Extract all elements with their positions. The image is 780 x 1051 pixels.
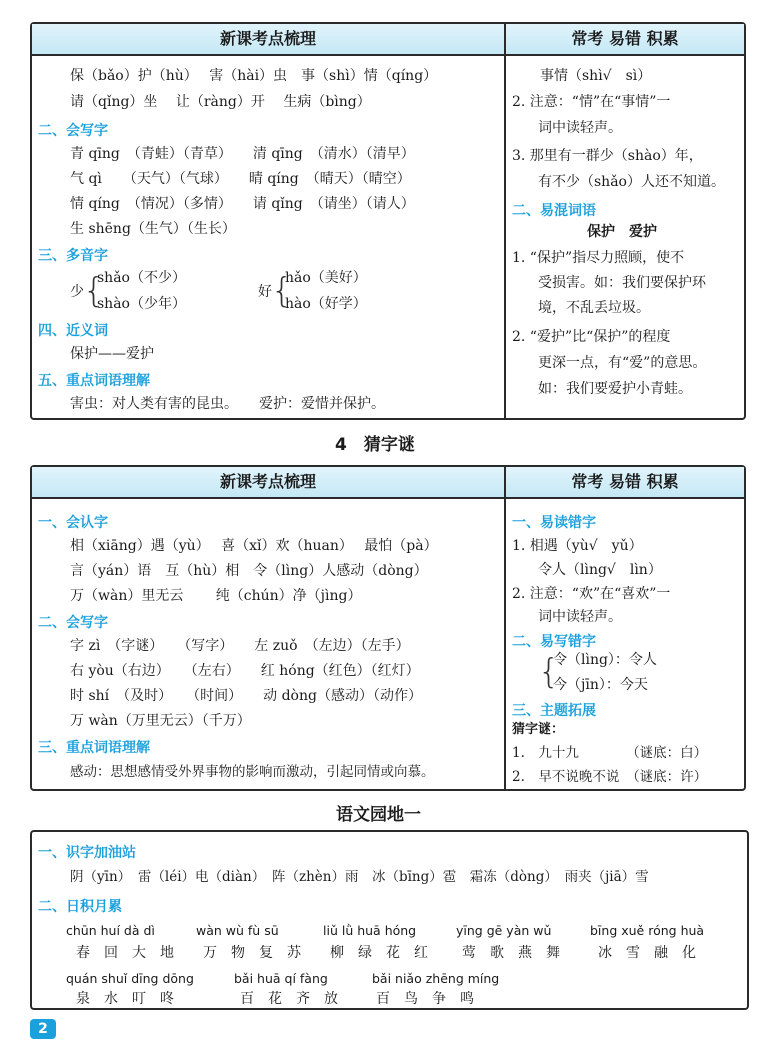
lesson-title: 4 猜字谜 <box>335 435 415 455</box>
s1-r-heading: 二、易混词语 <box>512 203 596 219</box>
s2-heading-1: 一、会认字 <box>38 515 108 531</box>
s1-l3: 青 qīng （青蛙）（青草） 清 qīng （清水）（清早） <box>70 146 415 162</box>
py-1-2: wàn wù fù sū <box>196 923 279 938</box>
s1-l1: 请（qǐng）坐 让（ràng）开 生病（bìng） <box>70 94 371 110</box>
s2-r3: 2. 注意：“欢”在“喜欢”一 <box>512 586 671 602</box>
s1-r2: 词中读轻声。 <box>538 120 622 136</box>
s2-l1: 相（xiāng）遇（yù） 喜（xǐ）欢（huan） 最怕（pà） <box>70 538 438 554</box>
section1-divider <box>504 24 506 418</box>
s1-l9: shào（少年） <box>97 296 186 312</box>
s2-l2: 言（yán）语 互（hù）相 令（lìng）人感动（dòng） <box>70 563 428 579</box>
s2-r-heading-3: 三、主题拓展 <box>512 703 596 719</box>
s1-l5: 情 qíng （情况）（多情） 请 qǐng （请坐）（请人） <box>70 196 415 212</box>
cn-1-1: 春 回 大 地 <box>76 945 174 961</box>
s2-l3: 万（wàn）里无云 纯（chún）净（jìng） <box>70 588 362 604</box>
s1-r12: 如：我们要爱护小青蛙。 <box>538 381 692 397</box>
poly-char-2: 好 <box>258 284 272 300</box>
py-2-1: quán shuǐ dīng dōng <box>66 971 194 986</box>
s2-r-riddle-label: 猜字谜： <box>512 722 565 737</box>
s1-l6: 生 shēng（生气）（生长） <box>70 221 236 237</box>
s1-r1: 2. 注意：“情”在“事情”一 <box>512 94 671 110</box>
s2-r6: 令（lìng）：令人 <box>553 652 657 668</box>
section1-header-left: 新课考点梳理 <box>32 24 504 56</box>
s2-r10: 1. 九十九 （谜底：白） <box>512 745 708 761</box>
s2-l5: 字 zì （字谜） （写字） 左 zuǒ （左边）（左手） <box>70 638 410 654</box>
s1-r10: 2. “爱护”比“保护”的程度 <box>512 329 671 345</box>
s1-r9: 境，不乱丢垃圾。 <box>538 300 650 316</box>
s2-r4: 词中读轻声。 <box>538 609 622 625</box>
s2-r1: 1. 相遇（yù√ yǔ） <box>512 538 643 554</box>
s3-line1: 阴（yīn） 雷（léi）电（diàn） 阵（zhèn）雨 冰（bīng）雹 霜冻（dòng） 雨夹（jiā）雪 <box>70 869 649 885</box>
s1-l13: 保护——爱护 <box>70 346 154 362</box>
s1-heading-4: 四、近义词 <box>38 323 108 339</box>
s1-r-subtitle: 保护 爱护 <box>587 224 657 240</box>
section2-header-left: 新课考点梳理 <box>32 467 504 499</box>
cn-2-3: 百 鸟 争 鸣 <box>376 991 474 1007</box>
py-2-3: bǎi niǎo zhēng míng <box>372 971 500 986</box>
cn-1-3: 柳 绿 花 红 <box>330 945 428 961</box>
py-2-2: bǎi huā qí fàng <box>234 971 328 986</box>
py-1-1: chūn huí dà dì <box>66 923 155 938</box>
section2-divider <box>504 467 506 789</box>
s1-heading-5: 五、重点词语理解 <box>38 373 150 389</box>
poly-char-1: 少 <box>70 284 84 300</box>
s1-l4: 气 qì （天气）（气球） 晴 qíng （晴天）（晴空） <box>70 171 411 187</box>
s1-heading-2: 二、会写字 <box>38 123 108 139</box>
s1-r4: 有不少（shǎo）人还不知道。 <box>538 174 725 190</box>
section2-header-right: 常考 易错 积累 <box>506 467 744 499</box>
s1-r7: 1. “保护”指尽力照顾，使不 <box>512 250 685 266</box>
cn-1-5: 冰 雪 融 化 <box>598 945 696 961</box>
s1-l15: 害虫：对人类有害的昆虫。 爱护：爱惜并保护。 <box>70 396 385 412</box>
s1-l0: 保（bǎo）护（hù） 害（hài）虫 事（shì）情（qíng） <box>70 68 438 84</box>
page-number: 2 <box>30 1019 56 1039</box>
py-1-3: liǔ lǜ huā hóng <box>323 923 417 938</box>
s2-l10: 感动：思想感情受外界事物的影响而激动，引起同情或向慕。 <box>70 764 435 780</box>
s3-heading-1: 一、识字加油站 <box>38 845 136 861</box>
s2-r11: 2. 早不说晚不说 （谜底：许） <box>512 769 708 785</box>
s1-heading-3: 三、多音字 <box>38 248 108 264</box>
cn-2-2: 百 花 齐 放 <box>240 991 338 1007</box>
s1-l10: hǎo（美好） <box>285 270 367 286</box>
s2-r2: 令人（lìng√ lìn） <box>538 562 662 578</box>
py-1-4: yīng gē yàn wǔ <box>456 923 552 938</box>
yuanwen-title: 语文园地一 <box>336 805 421 825</box>
s2-l8: 万 wàn（万里无云）（千万） <box>70 713 251 729</box>
s1-r0: 事情（shì√ sì） <box>540 68 652 84</box>
s2-r7: 今（jīn）：今天 <box>553 677 648 693</box>
s2-heading-3: 三、重点词语理解 <box>38 740 150 756</box>
brace-1: { <box>83 271 105 311</box>
brace-3: { <box>538 652 560 692</box>
s3-heading-2: 二、日积月累 <box>38 899 122 915</box>
s1-l11: hào（好学） <box>285 296 367 312</box>
s2-l7: 时 shí （及时） （时间） 动 dòng（感动）（动作） <box>70 688 422 704</box>
s1-r3: 3. 那里有一群少（shào）年， <box>512 148 703 164</box>
s1-l8: shǎo（不少） <box>97 270 186 286</box>
cn-2-1: 泉 水 叮 咚 <box>76 991 174 1007</box>
s1-r11: 更深一点，有“爱”的意思。 <box>538 355 707 371</box>
cn-1-2: 万 物 复 苏 <box>203 945 301 961</box>
py-1-5: bīng xuě róng huà <box>590 923 705 938</box>
cn-1-4: 莺 歌 燕 舞 <box>462 945 560 961</box>
section1-header-right: 常考 易错 积累 <box>506 24 744 56</box>
s2-l6: 右 yòu（右边） （左右） 红 hóng（红色）（红灯） <box>70 663 420 679</box>
brace-2: { <box>271 271 293 311</box>
s2-heading-2: 二、会写字 <box>38 615 108 631</box>
s1-r8: 受损害。如：我们要保护环 <box>538 275 706 291</box>
s2-r-heading-1: 一、易读错字 <box>512 515 596 531</box>
s2-r-heading-2: 二、易写错字 <box>512 634 596 650</box>
